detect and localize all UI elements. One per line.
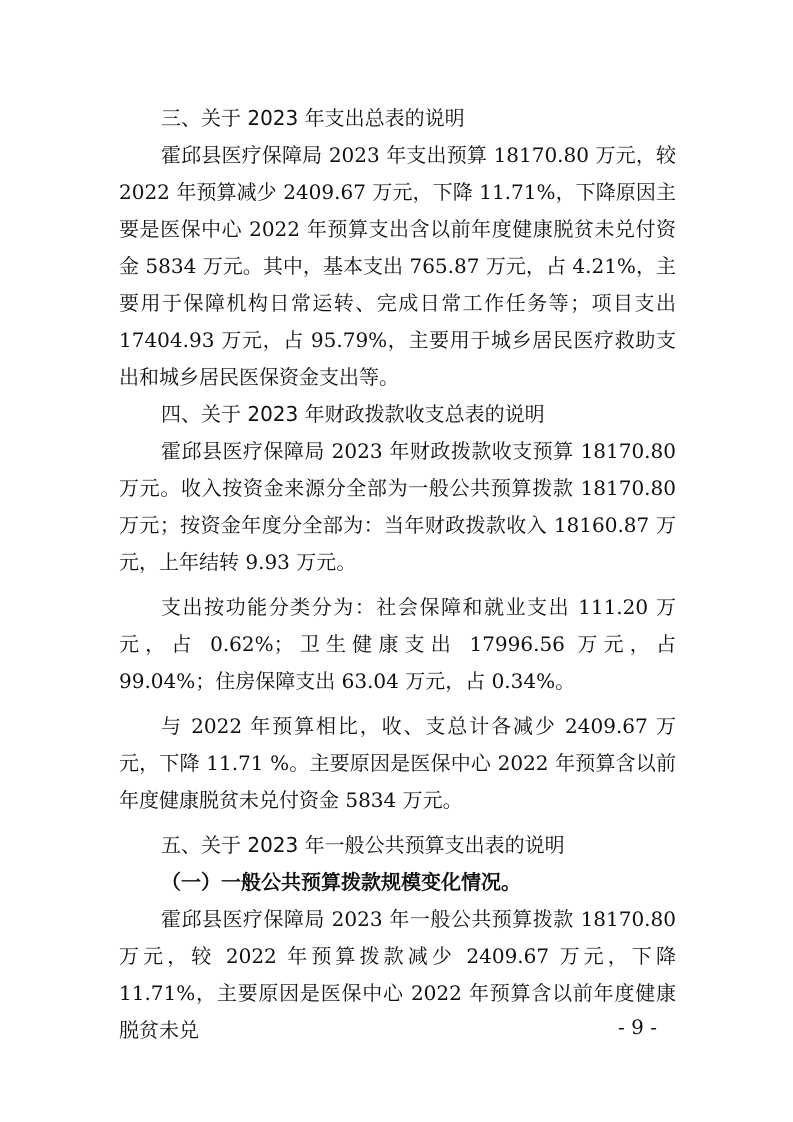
paragraph: 霍邱县医疗保障局 2023 年一般公共预算拨款 18170.80 万元，较 2022 年预算拨款减少 2409.67 万元，下降 11.71%，主要原因是医保中心 2022 年预算含以前年度健康脱贫未兑: [119, 907, 676, 1042]
subsection-heading: （一）一般公共预算拨款规模变化情况。: [161, 870, 521, 894]
paragraph: 霍邱县医疗保障局 2023 年财政拨款收支预算 18170.80 万元。收入按资金来源分全部为一般公共预算拨款 18170.80 万元；按资金年度分全部为：当年财政拨款收入 18160.87 万元，上年结转 9.93 万元。: [119, 439, 676, 574]
paragraph: 霍邱县医疗保障局 2023 年支出预算 18170.80 万元，较 2022 年预算减少 2409.67 万元，下降 11.71%，下降原因主要是医保中心 2022 年预算支出含以前年度健康脱贫未兑付资金 5834 万元。其中，基本支出 765.87 万元，占 4.21%，主要用于保障机构日常运转、完成日常工作任务等；项目支出 17404.93 万元，占 95.79%，主要用于城乡居民医疗救助支出和城乡居民医保资金支出等。: [119, 143, 676, 389]
spacer: [119, 581, 676, 589]
page-number: - 9 -: [618, 1015, 657, 1039]
paragraph: 支出按功能分类分为：社会保障和就业支出 111.20 万元，占 0.62%；卫生健康支出 17996.56 万元，占 99.04%；住房保障支出 63.04 万元，占 0.34%。: [119, 595, 676, 693]
document-body: [119, 100, 676, 1049]
section-heading-4: 四、关于 2023 年财政拨款收支总表的说明: [161, 402, 545, 426]
section-heading-5: 五、关于 2023 年一般公共预算支出表的说明: [161, 833, 565, 857]
section-heading-3: 三、关于 2023 年支出总表的说明: [161, 106, 465, 130]
spacer: [119, 819, 676, 827]
spacer: [119, 700, 676, 708]
paragraph: 与 2022 年预算相比，收、支总计各减少 2409.67 万元，下降 11.71 %。主要原因是医保中心 2022 年预算含以前年度健康脱贫未兑付资金 5834 万元。: [119, 714, 676, 812]
